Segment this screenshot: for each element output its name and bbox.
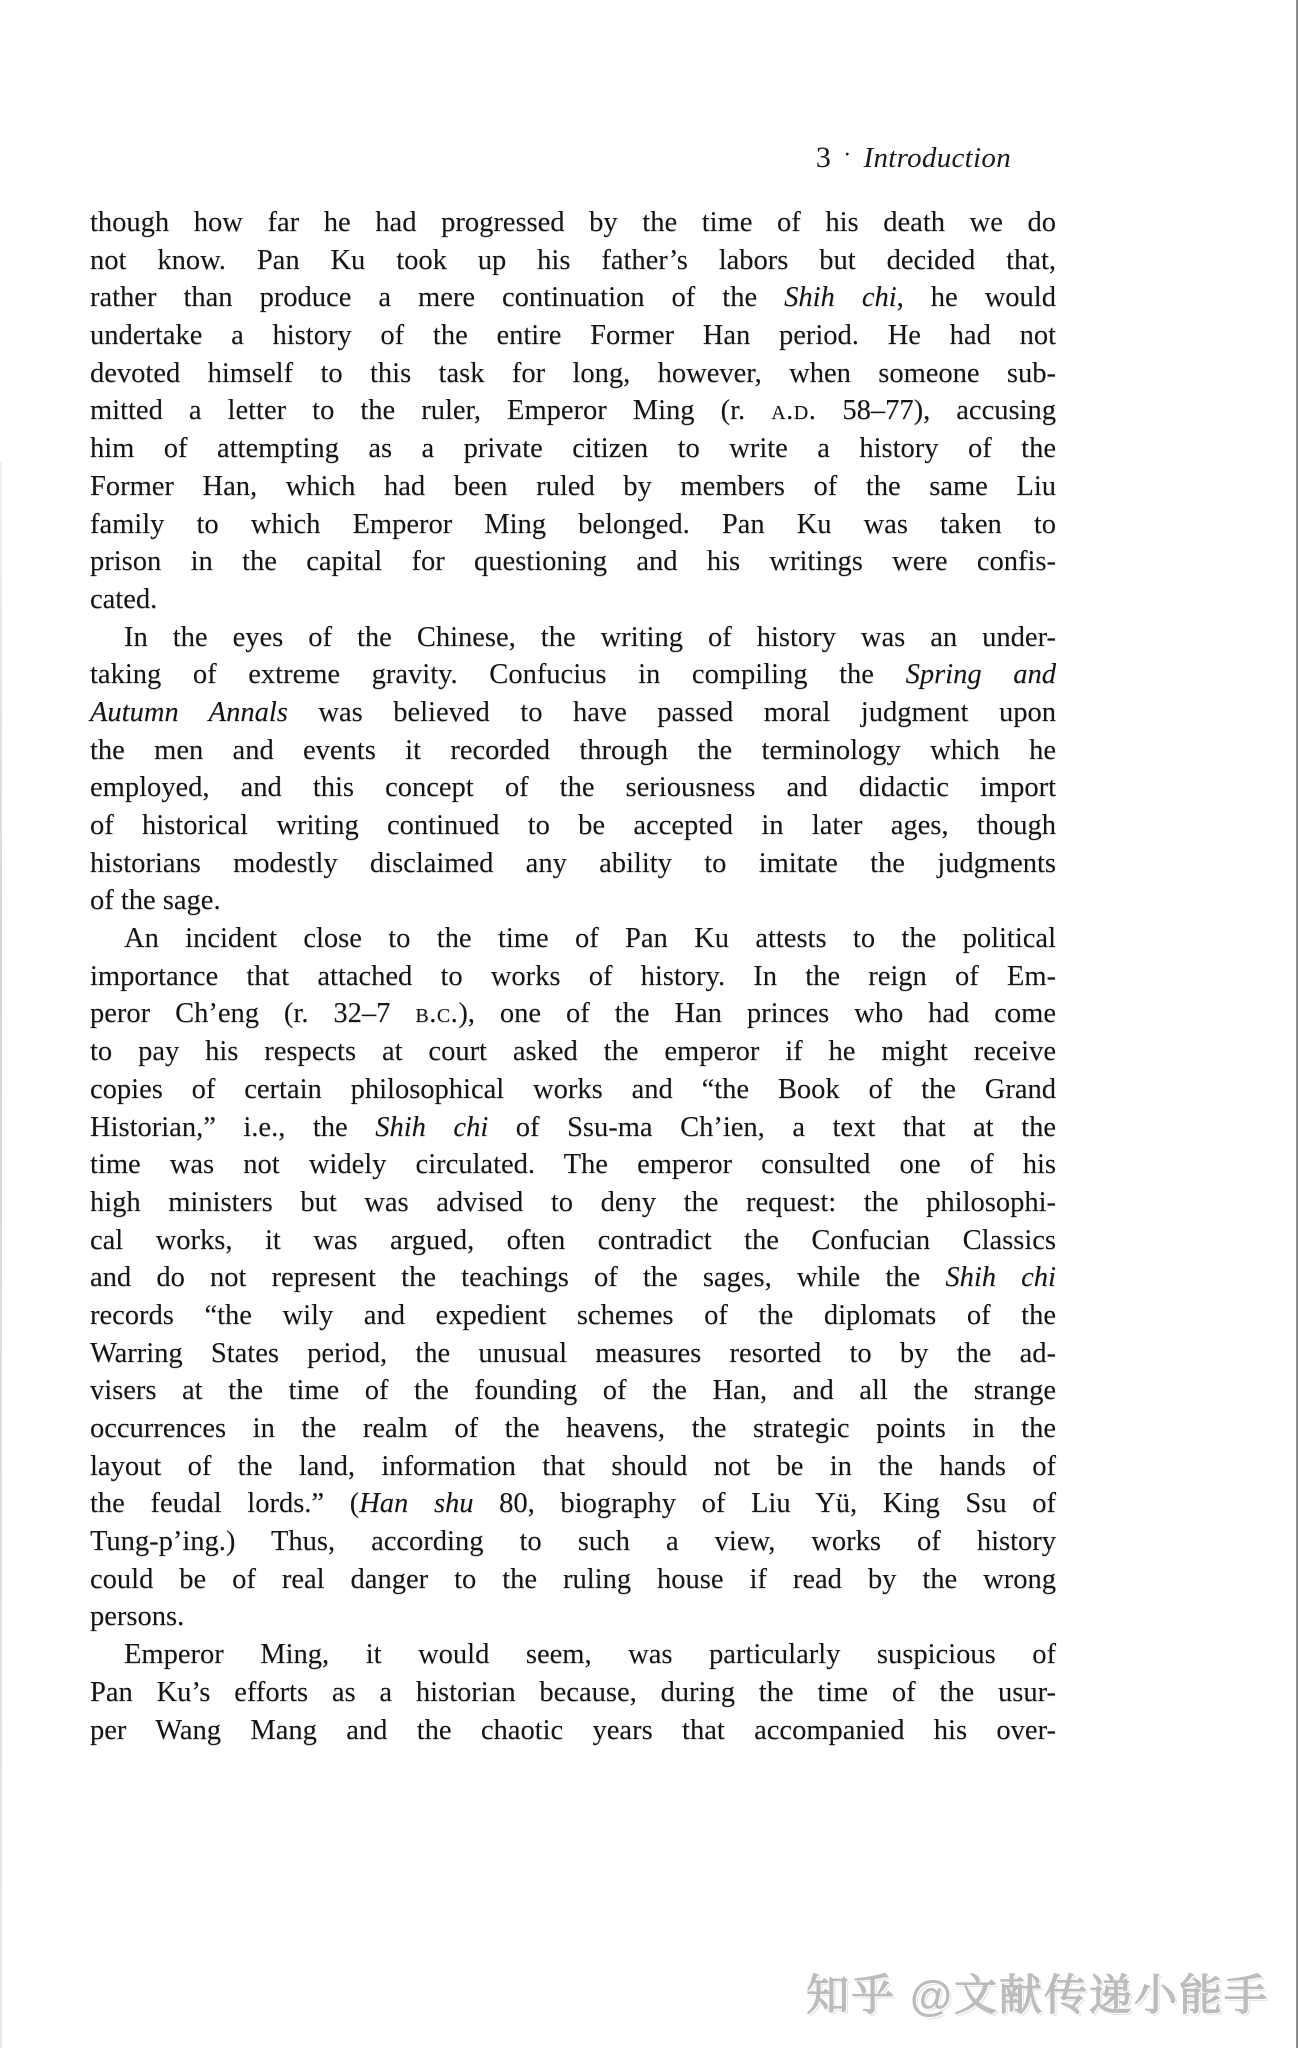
text-line	[90, 1674, 1056, 1712]
scan-left-page-edge	[0, 462, 2, 2048]
text-segment: him of attempting as a private citizen to write a history of the	[90, 433, 1056, 465]
italic-text: Shih chi	[784, 282, 897, 314]
scan-right-edge-line	[1296, 0, 1298, 2048]
text-line	[90, 1033, 1056, 1071]
text-segment: Historian,” i.e., the	[90, 1111, 376, 1143]
text-segment: undertake a history of the entire Former Han period. He had not	[90, 320, 1056, 352]
text-line	[90, 1071, 1056, 1109]
text-segment: and do not represent the teachings of the sages, while the	[90, 1262, 946, 1294]
text-line	[90, 807, 1056, 845]
smallcaps-text: a.d.	[771, 395, 817, 427]
italic-text: Han shu	[359, 1488, 474, 1520]
italic-text: Shih chi	[945, 1262, 1056, 1294]
text-segment: the men and events it recorded through the terminology which he	[90, 734, 1056, 766]
text-segment: occurrences in the realm of the heavens, the strategic points in the	[90, 1413, 1056, 1444]
text-segment: of the sage.	[90, 885, 221, 917]
text-segment: layout of the land, information that should not be in the hands of	[90, 1450, 1056, 1482]
text-line	[90, 1222, 1056, 1260]
text-segment: prison in the capital for questioning and his writings were confis-	[90, 546, 1056, 578]
text-segment: An incident close to the time of Pan Ku attests to the political	[124, 923, 1056, 955]
italic-text: Spring and	[905, 659, 1056, 691]
text-line	[90, 543, 1056, 581]
text-segment: 58–77), accusing	[816, 395, 1056, 427]
text-segment: per Wang Mang and the chaotic years that accompanied his over-	[90, 1714, 1056, 1746]
text-line	[90, 1561, 1056, 1599]
text-segment: family to which Emperor Ming belonged. Pan Ku was taken to	[90, 508, 1056, 540]
text-segment: peror Ch’eng (r. 32–7	[90, 998, 416, 1030]
text-segment: importance that attached to works of history. In the reign of Em-	[90, 960, 1056, 992]
text-segment: Pan Ku’s efforts as a historian because, during the time of the usur-	[90, 1676, 1056, 1708]
text-line	[90, 619, 1056, 657]
text-line	[90, 958, 1056, 996]
text-segment: ), one of the Han princes who had come	[458, 998, 1056, 1030]
body-text-block	[90, 204, 1056, 1749]
text-line	[90, 1448, 1056, 1486]
text-segment: to pay his respects at court asked the emperor if he might receive	[90, 1036, 1056, 1068]
text-segment: historians modestly disclaimed any ability to imitate the judgments	[90, 847, 1056, 879]
text-segment: was believed to have passed moral judgment upon	[287, 696, 1056, 728]
text-line	[90, 769, 1056, 807]
text-line	[90, 468, 1056, 506]
text-segment: Emperor Ming, it would seem, was particularly suspicious of	[124, 1639, 1056, 1671]
text-line	[90, 242, 1056, 280]
text-segment: could be of real danger to the ruling house if read by the wrong	[90, 1563, 1056, 1595]
paragraph	[90, 619, 1056, 921]
text-line	[90, 355, 1056, 393]
zhihu-watermark: 知乎 @文献传递小能手	[806, 1972, 1269, 2020]
italic-text: Shih chi	[375, 1111, 489, 1143]
text-line	[90, 1335, 1056, 1373]
text-segment: cal works, it was argued, often contradict the Confucian Classics	[90, 1224, 1056, 1256]
text-segment: not know. Pan Ku took up his father’s labors but decided that,	[90, 244, 1056, 276]
text-segment: taking of extreme gravity. Confucius in compiling the	[90, 659, 906, 691]
text-line	[90, 1598, 1056, 1636]
text-line	[90, 882, 1056, 920]
text-line	[90, 920, 1056, 958]
text-line	[90, 1485, 1056, 1523]
text-segment: copies of certain philosophical works and “the Book of the Grand	[90, 1073, 1056, 1105]
text-line	[90, 204, 1056, 242]
text-line	[90, 1636, 1056, 1674]
smallcaps-text: b.c.	[415, 998, 459, 1030]
text-segment: employed, and this concept of the seriousness and didactic import	[90, 772, 1056, 804]
paragraph	[90, 920, 1056, 1636]
text-line	[90, 732, 1056, 770]
text-line	[90, 1410, 1056, 1448]
text-segment: the feudal lords.” (	[90, 1488, 360, 1520]
text-line	[90, 995, 1056, 1033]
text-segment: rather than produce a mere continuation of the	[90, 282, 785, 314]
text-line	[90, 1372, 1056, 1410]
text-line	[90, 279, 1056, 317]
running-head	[90, 138, 1011, 180]
separator-dot: ·	[843, 142, 852, 168]
text-segment: devoted himself to this task for long, however, when someone sub-	[90, 357, 1056, 389]
text-segment: time was not widely circulated. The emperor consulted one of his	[90, 1149, 1056, 1181]
page-number: 3	[815, 141, 832, 174]
text-segment: , he would	[896, 282, 1056, 314]
text-line	[90, 1259, 1056, 1297]
text-line	[90, 1712, 1056, 1750]
paragraph	[90, 1636, 1056, 1749]
text-segment: cated.	[90, 583, 158, 615]
text-segment: In the eyes of the Chinese, the writing of history was an under-	[124, 621, 1056, 653]
text-line	[90, 581, 1056, 619]
text-segment: persons.	[90, 1601, 185, 1633]
text-segment: 80, biography of Liu Yü, King Ssu of	[473, 1488, 1056, 1520]
text-segment: Warring States period, the unusual measures resorted to by the ad-	[90, 1337, 1056, 1369]
text-segment: visers at the time of the founding of the Han, and all the strange	[90, 1375, 1056, 1407]
text-segment: mitted a letter to the ruler, Emperor Ming (r.	[90, 395, 772, 427]
running-title: Introduction	[863, 142, 1011, 174]
text-line	[90, 1184, 1056, 1222]
text-segment: Former Han, which had been ruled by members of the same Liu	[90, 470, 1056, 502]
text-segment: though how far he had progressed by the time of his death we do	[90, 207, 1056, 238]
text-line	[90, 430, 1056, 468]
text-line	[90, 1146, 1056, 1184]
text-line	[90, 1523, 1056, 1561]
text-segment: of historical writing continued to be accepted in later ages, though	[90, 810, 1056, 841]
text-segment: Tung-p’ing.) Thus, according to such a view, works of history	[90, 1526, 1056, 1558]
text-line	[90, 392, 1056, 430]
paragraph	[90, 204, 1056, 619]
text-line	[90, 694, 1056, 732]
text-line	[90, 1297, 1056, 1335]
text-segment: records “the wily and expedient schemes of the diplomats of the	[90, 1299, 1056, 1331]
text-line	[90, 656, 1056, 694]
text-line	[90, 317, 1056, 355]
text-segment: of Ssu-ma Ch’ien, a text that at the	[488, 1111, 1056, 1143]
text-segment: high ministers but was advised to deny the request: the philosophi-	[90, 1186, 1056, 1218]
text-line	[90, 1109, 1056, 1147]
text-line	[90, 506, 1056, 544]
italic-text: Autumn Annals	[90, 696, 288, 728]
text-line	[90, 845, 1056, 883]
